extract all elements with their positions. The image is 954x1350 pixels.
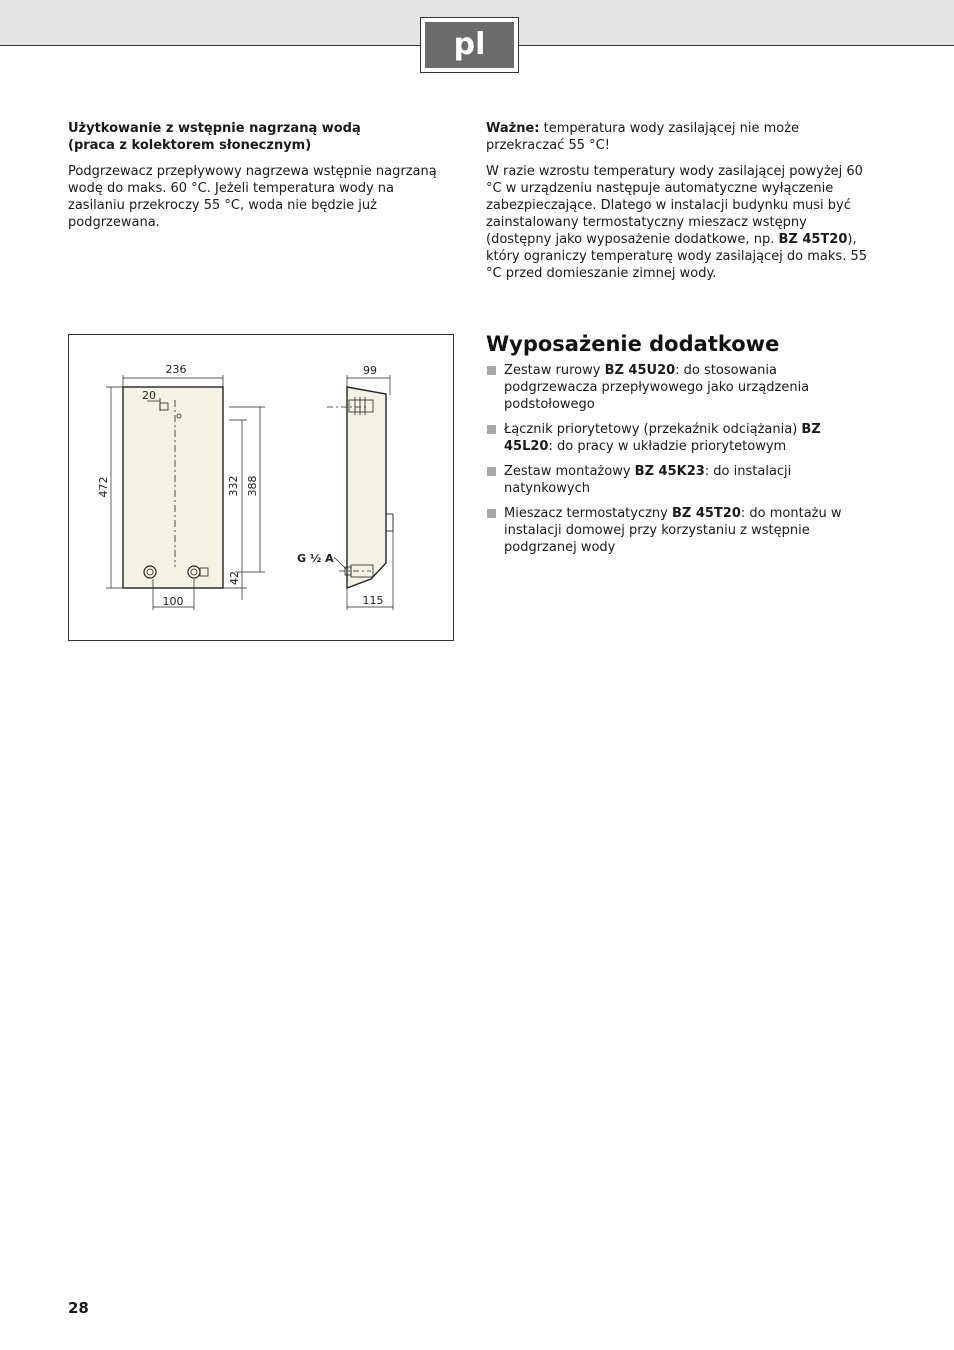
dim-height-332: 332 bbox=[227, 475, 240, 497]
dim-height-388: 388 bbox=[246, 475, 259, 497]
bullet-square-icon bbox=[487, 425, 496, 434]
accessory-text: Zestaw montażowy bbox=[504, 464, 635, 479]
front-view-body bbox=[123, 387, 223, 588]
accessory-code: BZ 45T20 bbox=[671, 506, 741, 521]
important-label: Ważne: bbox=[486, 121, 540, 136]
dimension-drawing-svg bbox=[69, 335, 455, 642]
safety-text-2: ), który ograniczy temperaturę wody zasilającej do maks. 55 °C przed domieszanie zimnej wody. bbox=[486, 232, 868, 281]
safety-text-1: W razie wzrostu temperatury wody zasilającej powyżej 60 °C w urządzeniu następuje automatyczne wyłączenie zabezpieczające. Dlatego w instalacji budynku musi być zainstalowany termostatyczny mieszacz wstępny (dostępny jako wyposażenie dodatkowe, np. bbox=[486, 164, 863, 247]
thread-label: G ½ A bbox=[297, 552, 334, 565]
dim-bottom-42: 42 bbox=[228, 571, 241, 585]
accessory-item bbox=[486, 505, 871, 556]
accessories-list bbox=[486, 362, 871, 564]
dim-depth-115: 115 bbox=[362, 594, 384, 607]
side-view-body bbox=[347, 387, 386, 588]
dim-spacing-100: 100 bbox=[162, 595, 184, 608]
language-code: pl bbox=[425, 22, 514, 68]
right-column bbox=[486, 120, 871, 291]
bullet-square-icon bbox=[487, 509, 496, 518]
important-text: temperatura wody zasilającej nie może przekraczać 55 °C! bbox=[486, 121, 800, 153]
dim-height-472: 472 bbox=[97, 476, 110, 498]
accessory-item bbox=[486, 463, 871, 497]
accessory-description: : do instalacji natynkowych bbox=[504, 464, 792, 496]
important-note bbox=[486, 120, 871, 154]
safety-shutdown-paragraph bbox=[486, 163, 871, 282]
dimension-drawing bbox=[68, 334, 454, 641]
accessory-text: Mieszacz termostatyczny bbox=[504, 506, 672, 521]
accessory-code: BZ 45U20 bbox=[604, 363, 676, 378]
accessory-code: BZ 45K23 bbox=[634, 464, 705, 479]
accessory-text: Zestaw rurowy bbox=[504, 363, 605, 378]
preheated-water-paragraph: Podgrzewacz przepływowy nagrzewa wstępnie nagrzaną wodę do maks. 60 °C. Jeżeli temperatura wody na zasilaniu przekroczy 55 °C, woda nie będzie już podgrzewana. bbox=[68, 164, 437, 230]
language-badge bbox=[420, 17, 519, 73]
bullet-square-icon bbox=[487, 366, 496, 375]
preheated-heading-line1: Użytkowanie z wstępnie nagrzaną wodą bbox=[68, 121, 361, 136]
left-column bbox=[68, 120, 453, 240]
preheated-heading-line2: (praca z kolektorem słonecznym) bbox=[68, 138, 312, 153]
preheated-water-heading bbox=[68, 120, 453, 154]
page-number: 28 bbox=[68, 1299, 89, 1317]
accessory-description: : do stosowania podgrzewacza przepływowego jako urządzenia podstołowego bbox=[504, 363, 810, 412]
accessory-text: Łącznik priorytetowy (przekaźnik odciążania) bbox=[504, 422, 802, 437]
accessory-item bbox=[486, 421, 871, 455]
accessory-item bbox=[486, 362, 871, 413]
dim-width-236: 236 bbox=[165, 363, 187, 376]
accessories-title: Wyposażenie dodatkowe bbox=[486, 332, 780, 356]
accessory-description: : do montażu w instalacji domowej przy korzystaniu z wstępnie podgrzanej wody bbox=[504, 506, 842, 555]
mixer-code: BZ 45T20 bbox=[778, 232, 848, 247]
dim-depth-99: 99 bbox=[363, 364, 377, 377]
dim-offset-20: 20 bbox=[142, 389, 156, 402]
bullet-square-icon bbox=[487, 467, 496, 476]
accessory-description: : do pracy w układzie priorytetowym bbox=[548, 439, 787, 454]
accessory-code: BZ 45L20 bbox=[504, 422, 821, 454]
